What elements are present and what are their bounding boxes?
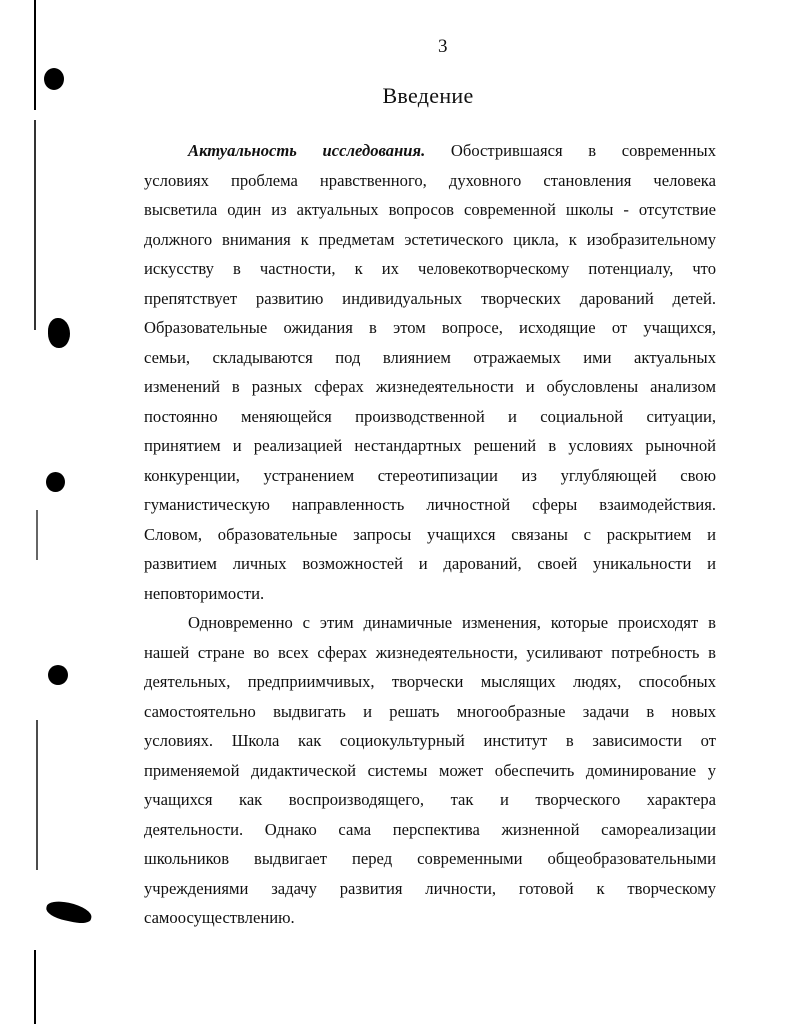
paragraph-heading: Актуальность исследования.	[188, 141, 426, 160]
punch-hole	[46, 472, 65, 492]
paragraph-line: конкуренции, устранением стереотипизации из углубляющей свою	[144, 465, 716, 485]
paragraph-line: Одновременно с этим динамичные изменения, которые происходят в	[188, 613, 716, 632]
paragraph-line: постоянно меняющейся производственной и социальной ситуации,	[144, 406, 716, 426]
paragraph-line: деятельности. Однако сама перспектива жизненной самореализации	[144, 819, 716, 839]
paragraph-line: принятием и реализацией нестандартных решений в условиях рыночной	[144, 436, 716, 455]
paragraph-line: условиях проблема нравственного, духовного становления человека	[144, 170, 716, 190]
scan-binding-line	[34, 120, 36, 330]
paragraph-line: должного внимания к предметам эстетического цикла, к изобразительному	[144, 229, 716, 249]
scan-binding-line	[36, 510, 38, 560]
paragraph-line: семьи, складываются под влиянием отражаемых ими актуальных	[144, 347, 716, 367]
paragraph-line: условиях. Школа как социокультурный институт в зависимости от	[144, 731, 716, 750]
paragraph-line: высветила один из актуальных вопросов современной школы - отсутствие	[144, 200, 716, 219]
paragraph-line: самоосуществлению.	[144, 908, 295, 927]
paragraph-line: изменений в разных сферах жизнедеятельности и обусловлены анализом	[144, 377, 716, 396]
paragraph-line: самостоятельно выдвигать и решать многообразные задачи в новых	[144, 701, 716, 721]
paragraph-line: учащихся как воспроизводящего, так и творческого характера	[144, 790, 716, 809]
paragraph-line: деятельных, предприимчивых, творчески мыслящих людях, способных	[144, 672, 716, 691]
paragraph-line: гуманистическую направленность личностной сферы взаимодействия.	[144, 495, 716, 514]
scan-binding-line	[36, 720, 38, 870]
paragraph-line: применяемой дидактической системы может обеспечить доминирование у	[144, 760, 716, 780]
paragraph-line: учреждениями задачу развития личности, готовой к творческому	[144, 878, 716, 898]
punch-hole	[45, 898, 94, 925]
paragraph-line: нашей стране во всех сферах жизнедеятельности, усиливают потребность в	[144, 642, 716, 662]
page-number: 3	[438, 36, 448, 57]
paragraph-line: искусству в частности, к их человекотворческому потенциалу, что	[144, 259, 716, 278]
paragraph-line: Актуальность исследования. Обострившаяся в современных	[188, 141, 716, 160]
paragraph-line: Образовательные ожидания в этом вопросе, исходящие от учащихся,	[144, 318, 716, 337]
scan-binding-line	[34, 950, 36, 1024]
paragraph-line: неповторимости.	[144, 583, 265, 603]
paragraph-line: препятствует развитию индивидуальных творческих дарований детей.	[144, 288, 716, 308]
punch-hole	[48, 318, 70, 348]
section-title: Введение	[382, 83, 474, 108]
punch-hole	[48, 665, 68, 685]
paragraph-line: Словом, образовательные запросы учащихся связаны с раскрытием и	[144, 524, 716, 544]
paragraph-line: развитием личных возможностей и дарований, своей уникальности и	[144, 554, 716, 573]
paragraph-line: школьников выдвигает перед современными общеобразовательными	[144, 849, 716, 868]
